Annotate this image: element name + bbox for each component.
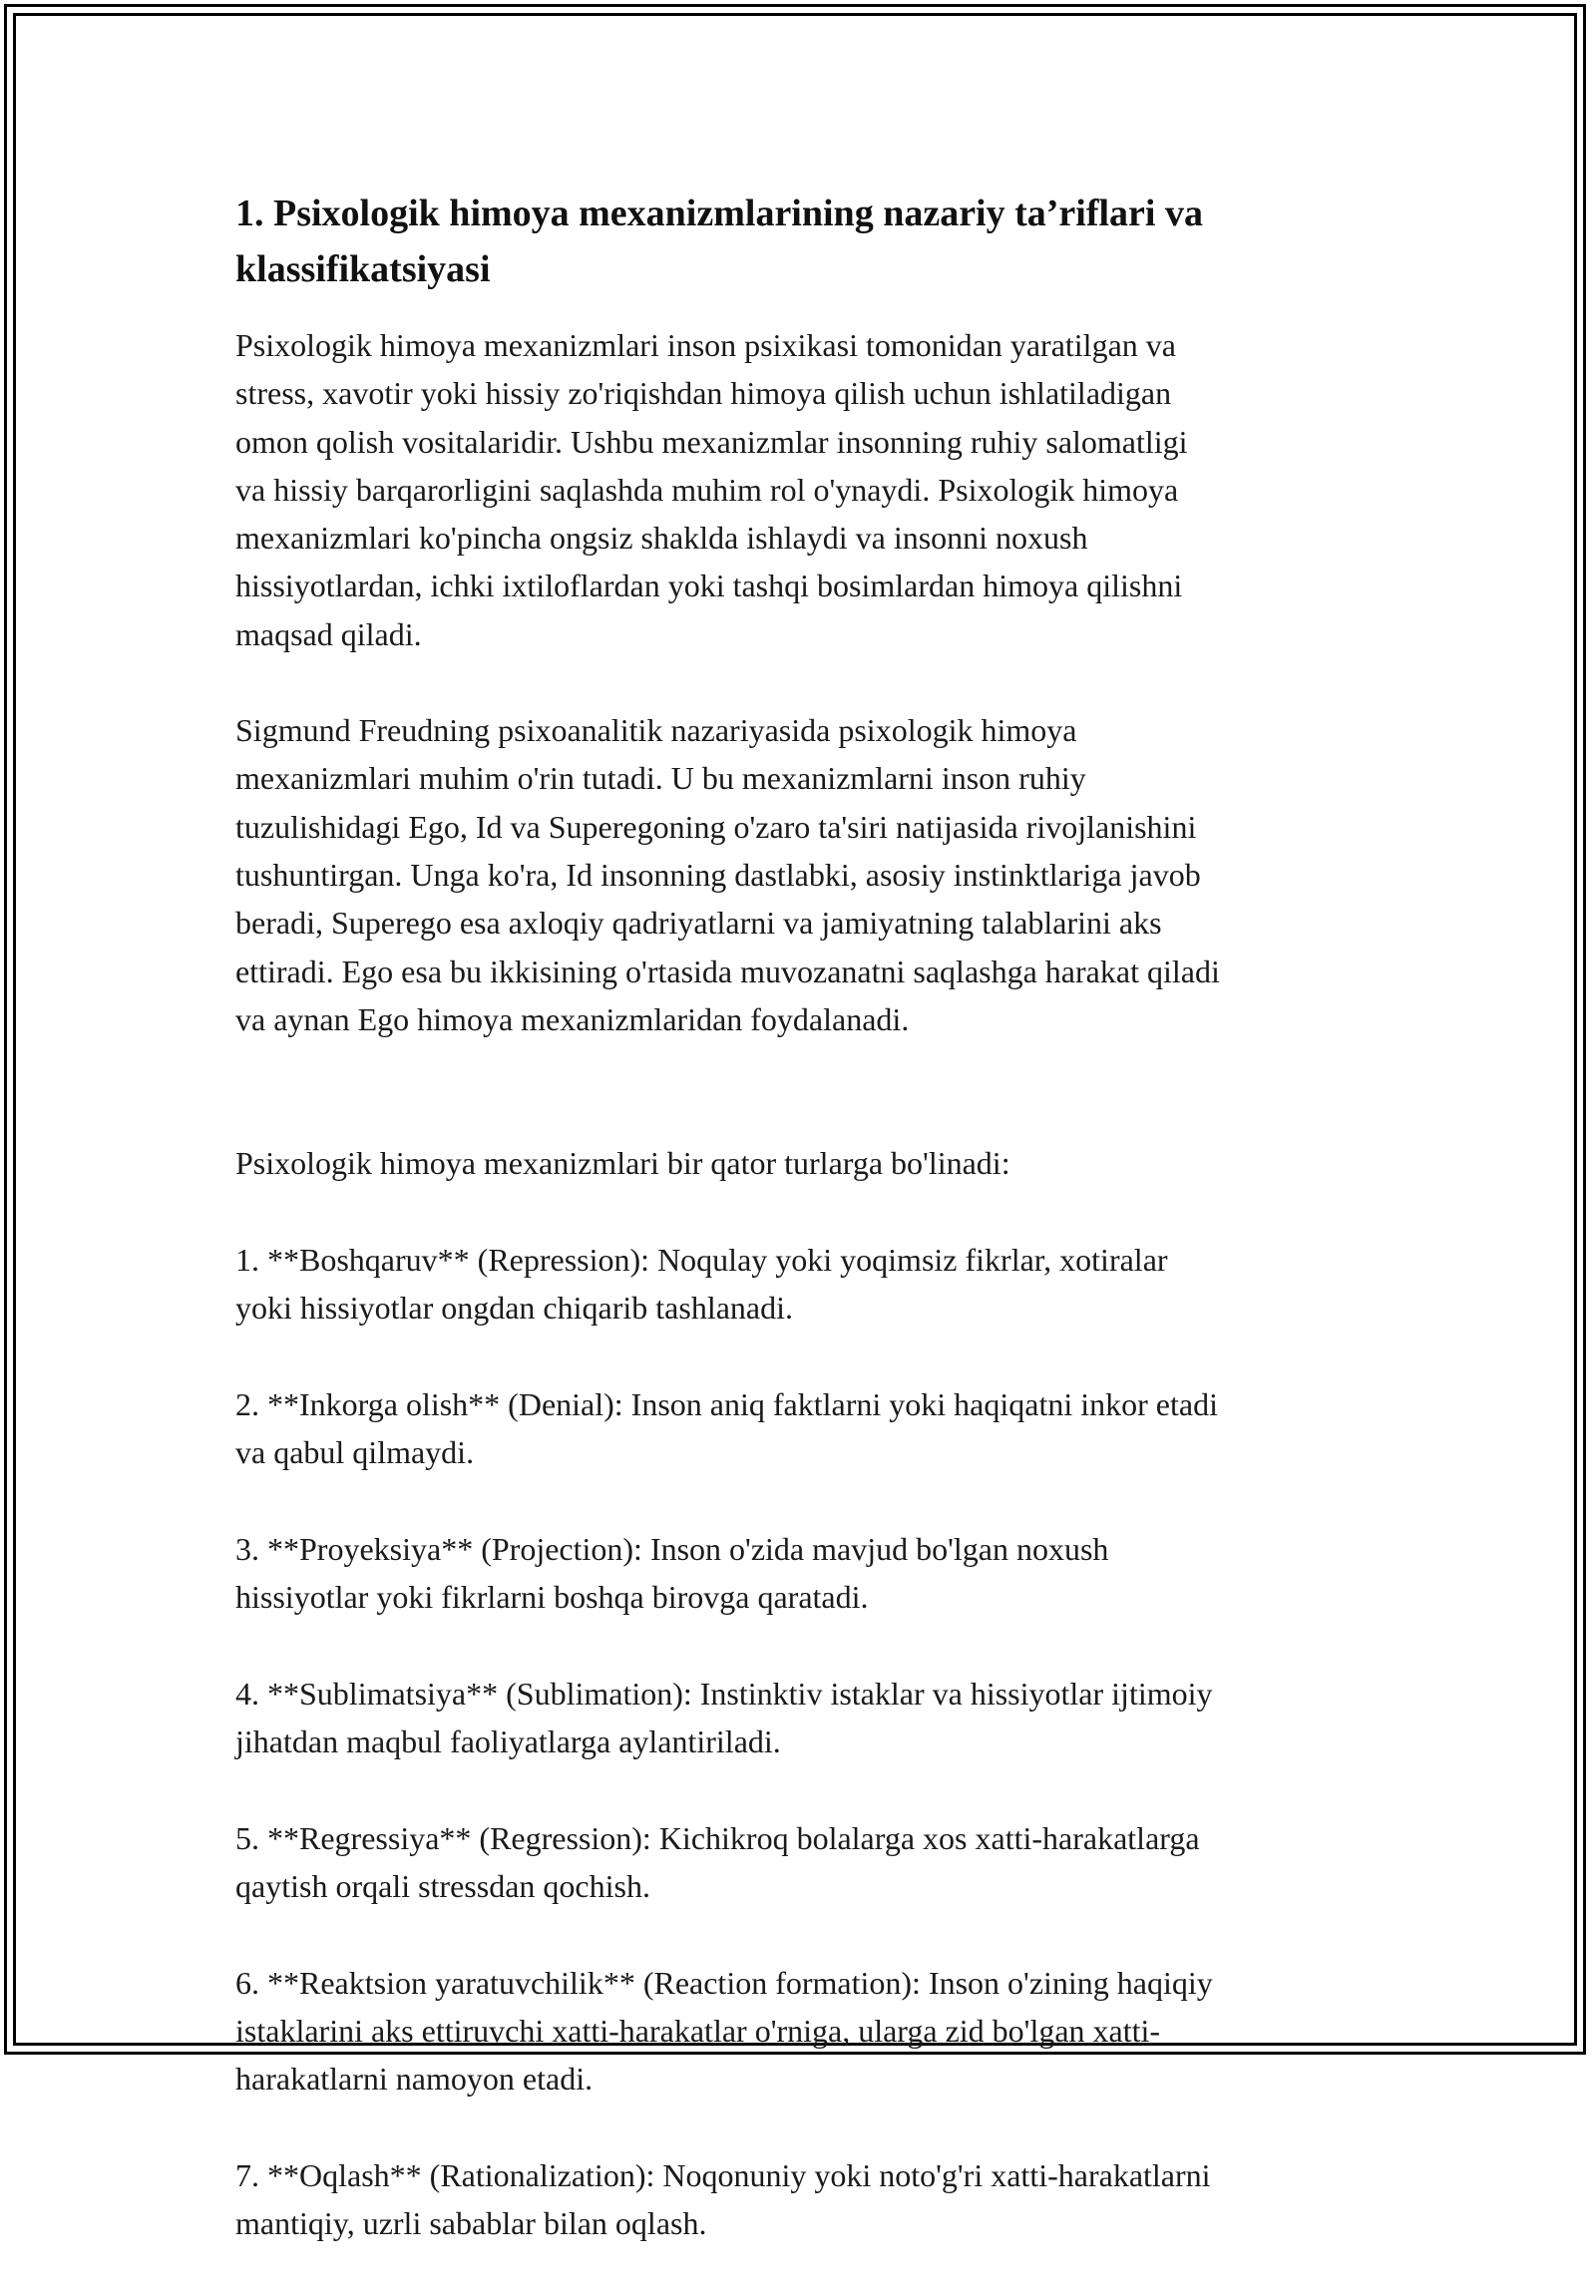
intro-paragraph: Psixologik himoya mexanizmlari inson psixikasi tomonidan yaratilgan va stress, xavotir yoki hissiy zo'riqishdan himoya qilish uchun ishlatiladigan omon qolish vositalaridir. Ushbu mexanizmlar insonning ruhiy salomatligi va hissiy barqarorligini saqlashda muhim rol o'ynaydi. Psixologik himoya mexanizmlari ko'pincha ongsiz shaklda ishlaydi va insonni noxush hissiyotlardan, ichki ixtiloflardan yoki tashqi bosimlardan himoya qilishni maqsad qiladi. [235,327,1188,652]
list-item-rationalization: 7. **Oqlash** (Rationalization): Noqonuniy yoki noto'g'ri xatti-harakatlarni mantiqiy, uzrli sabablar bilan oqlash. [235,2156,1211,2241]
mechanisms-list [235,1091,1373,2295]
document-body [235,186,1373,2296]
section-heading: 1. Psixologik himoya mexanizmlarining nazariy ta’riflari va klassifikatsiyasi [235,192,1203,290]
freud-paragraph: Sigmund Freudning psixoanalitik nazariyasida psixologik himoya mexanizmlari muhim o'rin tutadi. U bu mexanizmlarni inson ruhiy tuzulishidagi Ego, Id va Superegoning o'zaro ta'siri natijasida rivojlanishini tushuntirgan. Unga ko'ra, Id insonning dastlabki, asosiy instinktlariga javob beradi, Superego esa axloqiy qadriyatlarni va jamiyatning talablarini aks ettiradi. Ego esa bu ikkisining o'rtasida muvozanatni saqlashga harakat qiladi va aynan Ego himoya mexanizmlaridan foydalanadi. [235,712,1220,1037]
list-item-denial: 2. **Inkorga olish** (Denial): Inson aniq faktlarni yoki haqiqatni inkor etadi va qabul qilmaydi. [235,1385,1218,1471]
list-item-reaction-formation: 6. **Reaktsion yaratuvchilik** (Reaction formation): Inson o'zining haqiqiy istaklarini aks ettiruvchi xatti-harakatlar o'rniga, ularga zid bo'lgan xatti- harakatlarni namoyon etadi. [235,1964,1213,2098]
list-item-repression: 1. **Boshqaruv** (Repression): Noqulay yoki yoqimsiz fikrlar, xotiralar yoki hissiyotlar ongdan chiqarib tashlanadi. [235,1242,1168,1327]
list-item-regression: 5. **Regressiya** (Regression): Kichikroq bolalarga xos xatti-harakatlarga qaytish orqali stressdan qochish. [235,1819,1200,1904]
list-item-sublimation: 4. **Sublimatsiya** (Sublimation): Instinktiv istaklar va hissiyotlar ijtimoiy jihatdan maqbul faoliyatlarga aylantiriladi. [235,1675,1213,1760]
list-item-projection: 3. **Proyeksiya** (Projection): Inson o'zida mavjud bo'lgan noxush hissiyotlar yoki fikrlarni boshqa birovga qaratadi. [235,1530,1109,1616]
list-intro: Psixologik himoya mexanizmlari bir qator turlarga bo'linadi: [235,1145,1010,1182]
